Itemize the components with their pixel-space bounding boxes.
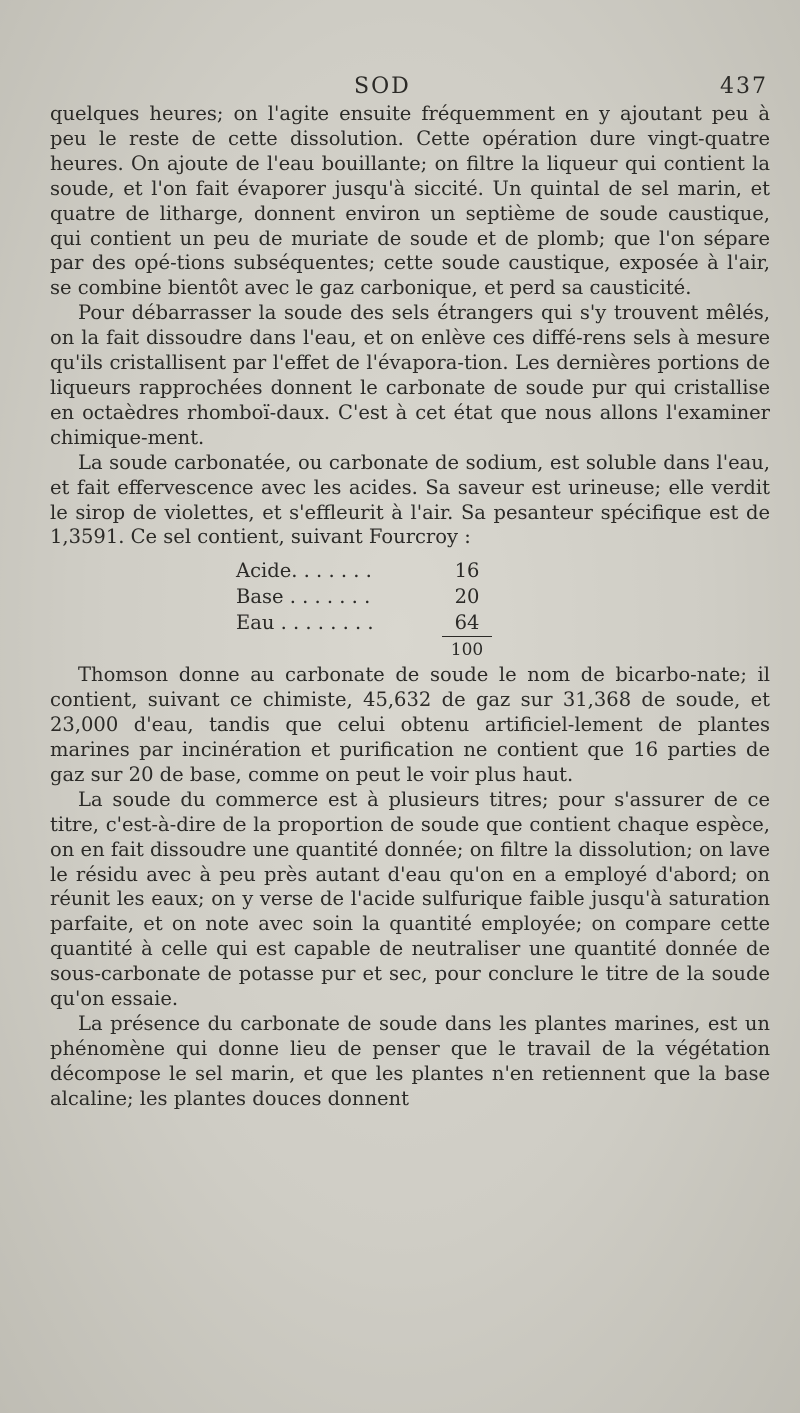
composition-total-row (236, 637, 492, 663)
composition-row (236, 584, 492, 610)
page-number: 437 (720, 74, 768, 99)
paragraph: La présence du carbonate de soude dans les plantes marines, est un phénomène qui donne lieu de penser que le travail de la végétation décompose le sel marin, et que les plantes n'en retiennent que la base alcaline; les plantes douces donnent (50, 1012, 770, 1110)
paragraph: Thomson donne au carbonate de soude le nom de bicarbo-nate; il contient, suivant ce chimiste, 45,632 de gaz sur 31,368 de soude, et 23,000 d'eau, tandis que celui obtenu artificiel-lement de plantes marines par incinération et purification ne contient que 16 parties de gaz sur 20 de base, comme on peut le voir plus haut. (50, 663, 770, 786)
composition-value: 16 (454, 559, 480, 583)
composition-label: Base . . . . . . . (236, 585, 371, 609)
composition-row (236, 610, 492, 637)
composition-row (236, 558, 492, 584)
page-body (50, 102, 770, 1112)
running-title: SOD (354, 74, 411, 99)
composition-label: Acide. . . . . . . (236, 559, 372, 583)
paragraph: La soude carbonatée, ou carbonate de sodium, est soluble dans l'eau, et fait effervescence avec les acides. Sa saveur est urineuse; elle verdit le sirop de violettes, et s'effleurit à l'air. Sa pesanteur spécifique est de 1,3591. Ce sel contient, suivant Fourcroy : (50, 450, 770, 549)
running-header (50, 74, 770, 102)
paragraph: Pour débarrasser la soude des sels étrangers qui s'y trouvent mêlés, on la fait dissoudre dans l'eau, et on enlève ces diffé-rens sels à mesure qu'ils cristallisent par l'effet de l'évapora-tion. Les dernières portions de liqueurs rapprochées donnent le carbonate de soude pur qui cristallise en octaèdres rhomboï-daux. C'est à cet état que nous allons l'examiner chimique-ment. (50, 301, 770, 449)
paragraph: quelques heures; on l'agite ensuite fréquemment en y ajoutant peu à peu le reste de cette dissolution. Cette opération dure vingt-quatre heures. On ajoute de l'eau bouillante; on filtre la liqueur qui contient la soude, et l'on fait évaporer jusqu'à siccité. Un quintal de sel marin, et quatre de litharge, donnent environ un septième de soude caustique, qui contient un peu de muriate de soude et de plomb; que l'on sépare par des opé-tions subséquentes; cette soude caustique, exposée à l'air, se combine bientôt avec le gaz carbonique, et perd sa causticité. (50, 102, 770, 300)
composition-label: Eau . . . . . . . . (236, 611, 374, 635)
composition-total: 100 (450, 640, 484, 661)
paragraph: La soude du commerce est à plusieurs titres; pour s'assurer de ce titre, c'est-à-dire de la proportion de soude que contient chaque espèce, on en fait dissoudre une quantité donnée; on filtre la dissolution; on lave le résidu avec à peu près autant d'eau qu'on en a employé d'abord; on réunit les eaux; on y verse de l'acide sulfurique faible jusqu'à saturation parfaite, et on note avec soin la quantité employée; on compare cette quantité à celle qui est capable de neutraliser une quantité donnée de sous-carbonate de potasse pur et sec, pour conclure le titre de la soude qu'on essaie. (50, 787, 770, 1011)
composition-table (236, 558, 492, 663)
composition-value: 64 (442, 610, 492, 637)
composition-value: 20 (454, 585, 480, 609)
